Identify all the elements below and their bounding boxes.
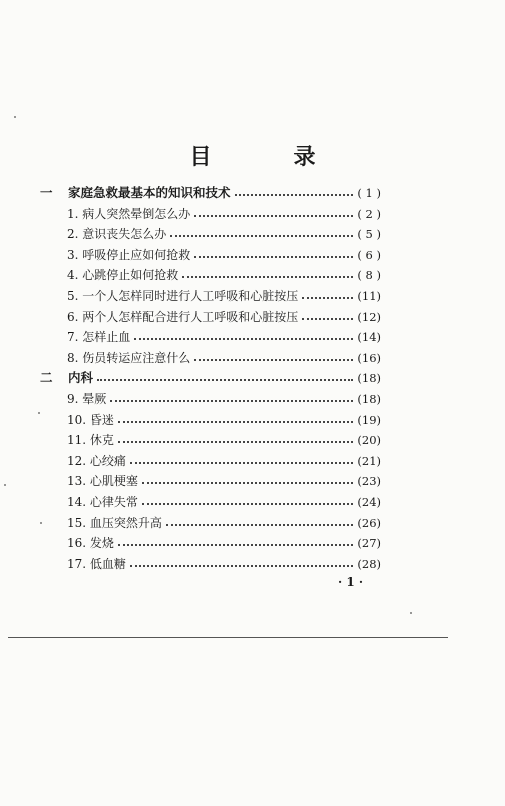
toc-entry-label: 16. 发烧 bbox=[67, 536, 114, 551]
scan-speck bbox=[38, 412, 40, 414]
dot-leader bbox=[302, 318, 353, 320]
toc-entry-label: 2. 意识丧失怎么办 bbox=[67, 227, 167, 242]
toc-section-row bbox=[40, 368, 381, 388]
toc-entry-label: 8. 伤员转运应注意什么 bbox=[67, 350, 191, 365]
toc-entry-label: 9. 晕厥 bbox=[67, 392, 107, 406]
scan-speck bbox=[14, 116, 16, 118]
toc-page-number: (24) bbox=[357, 495, 381, 509]
toc-entry-label: 7. 怎样止血 bbox=[67, 330, 131, 345]
toc-entry-row bbox=[67, 451, 381, 471]
toc-entry-label: 15. 血压突然升高 bbox=[67, 515, 162, 530]
dot-leader bbox=[182, 276, 353, 278]
toc-page-number: (12) bbox=[357, 309, 381, 324]
dot-leader bbox=[142, 482, 353, 484]
toc-page-number: (23) bbox=[357, 474, 381, 489]
toc-entry-label: 家庭急救最基本的知识和技术 bbox=[68, 185, 231, 200]
toc-entry-label: 1. 病人突然晕倒怎么办 bbox=[67, 206, 191, 221]
toc-page-number: (16) bbox=[357, 350, 381, 365]
toc-entry-label: 4. 心跳停止如何抢救 bbox=[67, 268, 179, 283]
scan-speck bbox=[410, 612, 412, 614]
toc-page-number: ( 5 ) bbox=[357, 227, 381, 242]
toc-entry-row bbox=[67, 224, 381, 244]
toc-entry-row bbox=[67, 348, 381, 368]
dot-leader bbox=[118, 441, 353, 443]
toc-entry-label: 6. 两个人怎样配合进行人工呼吸和心脏按压 bbox=[67, 309, 299, 324]
toc-entry-row bbox=[67, 327, 381, 347]
toc-page-number: (11) bbox=[357, 289, 381, 303]
toc-entry-label: 11. 休克 bbox=[67, 433, 114, 448]
toc-entry-label: 17. 低血糖 bbox=[67, 556, 126, 571]
toc-page-number: ( 2 ) bbox=[357, 206, 381, 221]
toc-page-number: (18) bbox=[357, 392, 381, 406]
toc-entry-row bbox=[67, 389, 381, 409]
dot-leader bbox=[118, 421, 353, 423]
section-number: 一 bbox=[40, 185, 53, 200]
dot-leader bbox=[166, 524, 353, 526]
toc-page-number: (18) bbox=[357, 371, 381, 386]
toc-entry-row bbox=[67, 204, 381, 224]
dot-leader bbox=[130, 462, 353, 464]
toc-entry-label: 13. 心肌梗塞 bbox=[67, 474, 138, 489]
dot-leader bbox=[134, 338, 353, 340]
dot-leader bbox=[97, 379, 353, 381]
toc-page-number: (27) bbox=[357, 536, 381, 551]
scan-speck bbox=[4, 484, 6, 486]
page-bottom-rule bbox=[8, 637, 448, 638]
toc-entry-label: 3. 呼吸停止应如何抢救 bbox=[67, 247, 191, 262]
dot-leader bbox=[194, 256, 353, 258]
toc-page-number: ( 1 ) bbox=[357, 186, 381, 200]
dot-leader bbox=[194, 359, 353, 361]
toc-entry-row bbox=[67, 554, 381, 574]
toc-page-number: (19) bbox=[357, 412, 381, 427]
toc-page-number: (21) bbox=[357, 453, 381, 468]
toc-entry-row bbox=[67, 533, 381, 553]
dot-leader bbox=[194, 215, 353, 217]
page-title: 目 录 bbox=[189, 145, 346, 170]
toc-page-number: (20) bbox=[357, 433, 381, 448]
toc-entry-label: 12. 心绞痛 bbox=[67, 453, 126, 468]
toc-entry-label: 10. 昏迷 bbox=[67, 412, 114, 427]
toc-page-number: (28) bbox=[357, 556, 381, 571]
toc-entry-row bbox=[67, 245, 381, 265]
section-number: 二 bbox=[40, 370, 53, 386]
toc-entry-row bbox=[67, 513, 381, 533]
dot-leader bbox=[110, 400, 353, 402]
dot-leader bbox=[130, 565, 353, 567]
toc-entry-row bbox=[67, 265, 381, 285]
dot-leader bbox=[170, 235, 353, 237]
toc-page-number: (26) bbox=[357, 515, 381, 530]
toc-page-number: (14) bbox=[357, 330, 381, 345]
toc-entry-row bbox=[67, 410, 381, 430]
toc-entry-label: 5. 一个人怎样同时进行人工呼吸和心脏按压 bbox=[67, 289, 299, 303]
toc-entry-row bbox=[67, 430, 381, 450]
toc-section-row bbox=[40, 183, 381, 203]
toc-entry-label: 14. 心律失常 bbox=[67, 495, 138, 509]
toc-entry-row bbox=[67, 286, 381, 306]
toc-entry-row bbox=[67, 471, 381, 491]
toc-page-number: ( 8 ) bbox=[357, 268, 381, 283]
dot-leader bbox=[302, 297, 353, 299]
toc-page-number: ( 6 ) bbox=[357, 247, 381, 262]
scan-speck bbox=[40, 522, 42, 524]
toc-entry-label: 内科 bbox=[68, 370, 94, 386]
dot-leader bbox=[142, 503, 353, 505]
dot-leader bbox=[235, 194, 354, 196]
toc-entry-row bbox=[67, 307, 381, 327]
page-number: · 1 · bbox=[338, 575, 364, 589]
toc-entry-row bbox=[67, 492, 381, 512]
dot-leader bbox=[118, 544, 353, 546]
